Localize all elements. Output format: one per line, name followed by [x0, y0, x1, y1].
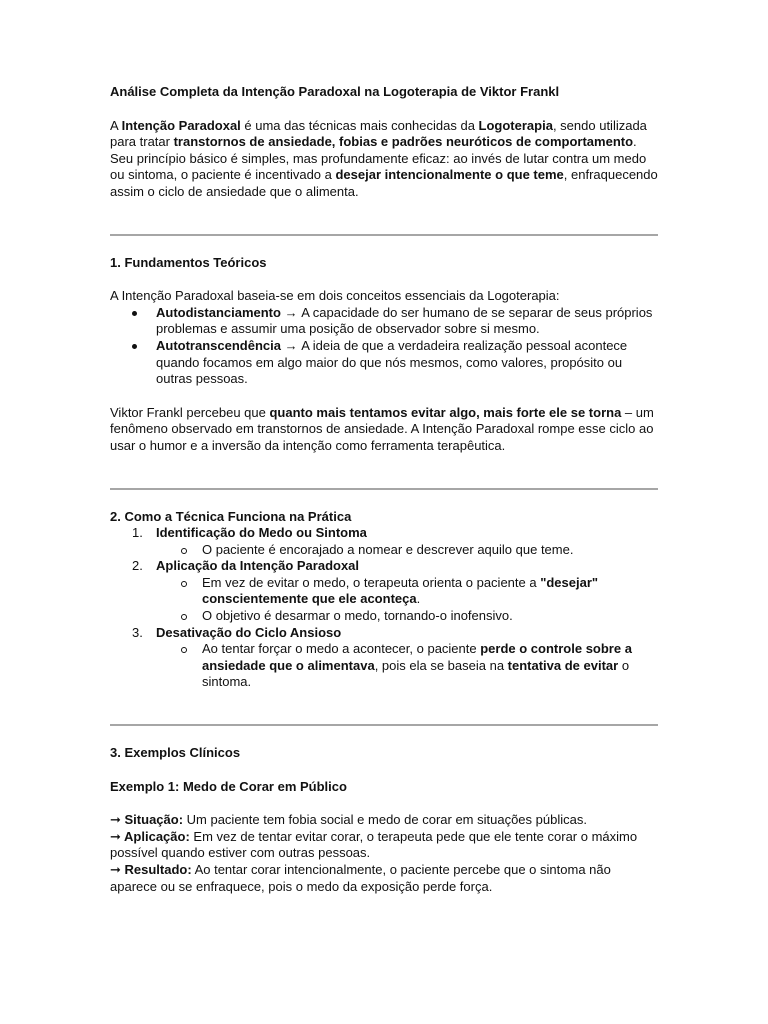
- section-divider: [110, 234, 658, 236]
- step-number: 1.: [132, 525, 143, 541]
- intro-bold: transtornos de ansiedade, fobias e padrões neuróticos de comportamento: [173, 134, 634, 150]
- step-number: 2.: [132, 558, 143, 574]
- sub-item-text: .: [416, 591, 421, 607]
- intro-text: A: [110, 117, 122, 133]
- example-text: Ao tentar corar intencionalmente, o paciente percebe que o sintoma não aparece ou se enfraquece, pois o medo da exposição perde força.: [110, 862, 611, 894]
- list-item: [110, 558, 658, 624]
- concept-term: Autotranscendência: [156, 337, 281, 353]
- concept-text: A ideia de que a verdadeira realização pessoal acontece quando focamos em algo maior do que nós mesmos, como valores, propósito ou outras pessoas.: [156, 337, 628, 387]
- list-item: [110, 338, 658, 388]
- sub-list: [156, 641, 658, 691]
- list-item: [156, 608, 658, 625]
- step-title: Aplicação da Intenção Paradoxal: [156, 558, 360, 574]
- arrow-icon: ➞: [110, 828, 125, 844]
- closing-text: Viktor Frankl percebeu que: [110, 404, 270, 420]
- example-text: Um paciente tem fobia social e medo de corar em situações públicas.: [183, 812, 587, 828]
- sub-list: [156, 542, 658, 559]
- example-line: [110, 862, 658, 895]
- circle-bullet-icon: [181, 548, 187, 554]
- example-label: Resultado:: [124, 862, 192, 877]
- closing-bold: quanto mais tentamos evitar algo, mais forte ele se torna: [269, 404, 622, 420]
- section1-lead: A Intenção Paradoxal baseia-se em dois conceitos essenciais da Logoterapia:: [110, 288, 560, 304]
- intro-text: é uma das técnicas mais conhecidas da: [240, 117, 479, 133]
- bullet-icon: [132, 311, 137, 316]
- arrow-icon: →: [280, 304, 302, 320]
- circle-bullet-icon: [181, 647, 187, 653]
- sub-item-text: Ao tentar forçar o medo a acontecer, o paciente: [202, 641, 481, 657]
- section-heading-3: 3. Exemplos Clínicos: [110, 745, 241, 761]
- document-title: Análise Completa da Intenção Paradoxal na Logoterapia de Viktor Frankl: [110, 84, 560, 99]
- closing-text: – um fenômeno observado em transtornos de ansiedade. A Intenção Paradoxal rompe esse ciclo ao usar o humor e a inversão da intenção como ferramenta terapêutica.: [110, 404, 654, 453]
- step-title: Desativação do Ciclo Ansioso: [156, 624, 342, 640]
- sub-item-bold: perde o controle sobre a ansiedade que o alimentava: [202, 641, 632, 673]
- list-item: [110, 525, 658, 558]
- intro-bold: Logoterapia: [478, 117, 553, 133]
- list-item: [110, 305, 658, 338]
- example-lines: [110, 812, 658, 895]
- concept-list: [110, 305, 658, 388]
- section-divider: [110, 488, 658, 490]
- example-label: Situação:: [124, 812, 184, 828]
- sub-item-text: O paciente é encorajado a nomear e descrever aquilo que teme.: [202, 541, 574, 557]
- example-label: Aplicação:: [124, 828, 190, 844]
- intro-paragraph: [110, 118, 658, 201]
- sub-list: [156, 575, 658, 625]
- example-text: Em vez de tentar evitar corar, o terapeuta pede que ele tente corar o máximo possível quando estiver com outras pessoas.: [110, 828, 638, 861]
- section1-closing: [110, 405, 658, 455]
- example-line: [110, 829, 658, 862]
- sub-item-text: , pois ela se baseia na: [374, 657, 508, 673]
- list-item: [156, 542, 658, 559]
- sub-item-bold: tentativa de evitar: [507, 657, 619, 673]
- list-item: [156, 641, 658, 691]
- step-number: 3.: [132, 624, 143, 640]
- sub-item-text: o sintoma.: [202, 657, 630, 690]
- concept-term: Autodistanciamento: [156, 304, 281, 320]
- intro-text: . Seu princípio básico é simples, mas profundamente eficaz: ao invés de lutar contra um medo ou sintoma, o paciente é incentivado a: [110, 134, 647, 183]
- sub-item-text: O objetivo é desarmar o medo, tornando-o inofensivo.: [202, 608, 513, 624]
- sub-item-bold: "desejar" conscientemente que ele aconteça: [202, 574, 599, 607]
- section-heading-1: 1. Fundamentos Teóricos: [110, 254, 267, 270]
- intro-text: , sendo utilizada para tratar: [110, 117, 647, 150]
- arrow-icon: ➞: [110, 812, 125, 828]
- example-line: [110, 812, 658, 829]
- example-title: [110, 779, 658, 796]
- bullet-icon: [132, 344, 137, 349]
- intro-text: , enfraquecendo assim o ciclo de ansiedade que o alimenta.: [110, 167, 658, 199]
- concept-text: A capacidade do ser humano de se separar de seus próprios problemas e assumir uma posição de observador sobre si mesmo.: [156, 304, 653, 337]
- circle-bullet-icon: [181, 581, 187, 587]
- intro-bold: desejar intencionalmente o que teme: [335, 167, 564, 183]
- step-title: Identificação do Medo ou Sintoma: [156, 525, 367, 541]
- intro-bold: Intenção Paradoxal: [121, 117, 241, 133]
- example-title-text: Exemplo 1: Medo de Corar em Público: [110, 778, 347, 794]
- arrow-icon: →: [280, 337, 302, 353]
- list-item: [156, 575, 658, 608]
- sub-item-text: Em vez de evitar o medo, o terapeuta orienta o paciente a: [202, 574, 541, 590]
- list-item: [110, 625, 658, 691]
- section-heading-2: 2. Como a Técnica Funciona na Prática: [110, 508, 352, 524]
- steps-list: [110, 525, 658, 691]
- section-divider: [110, 724, 658, 726]
- circle-bullet-icon: [181, 614, 187, 620]
- arrow-icon: ➞: [110, 862, 125, 877]
